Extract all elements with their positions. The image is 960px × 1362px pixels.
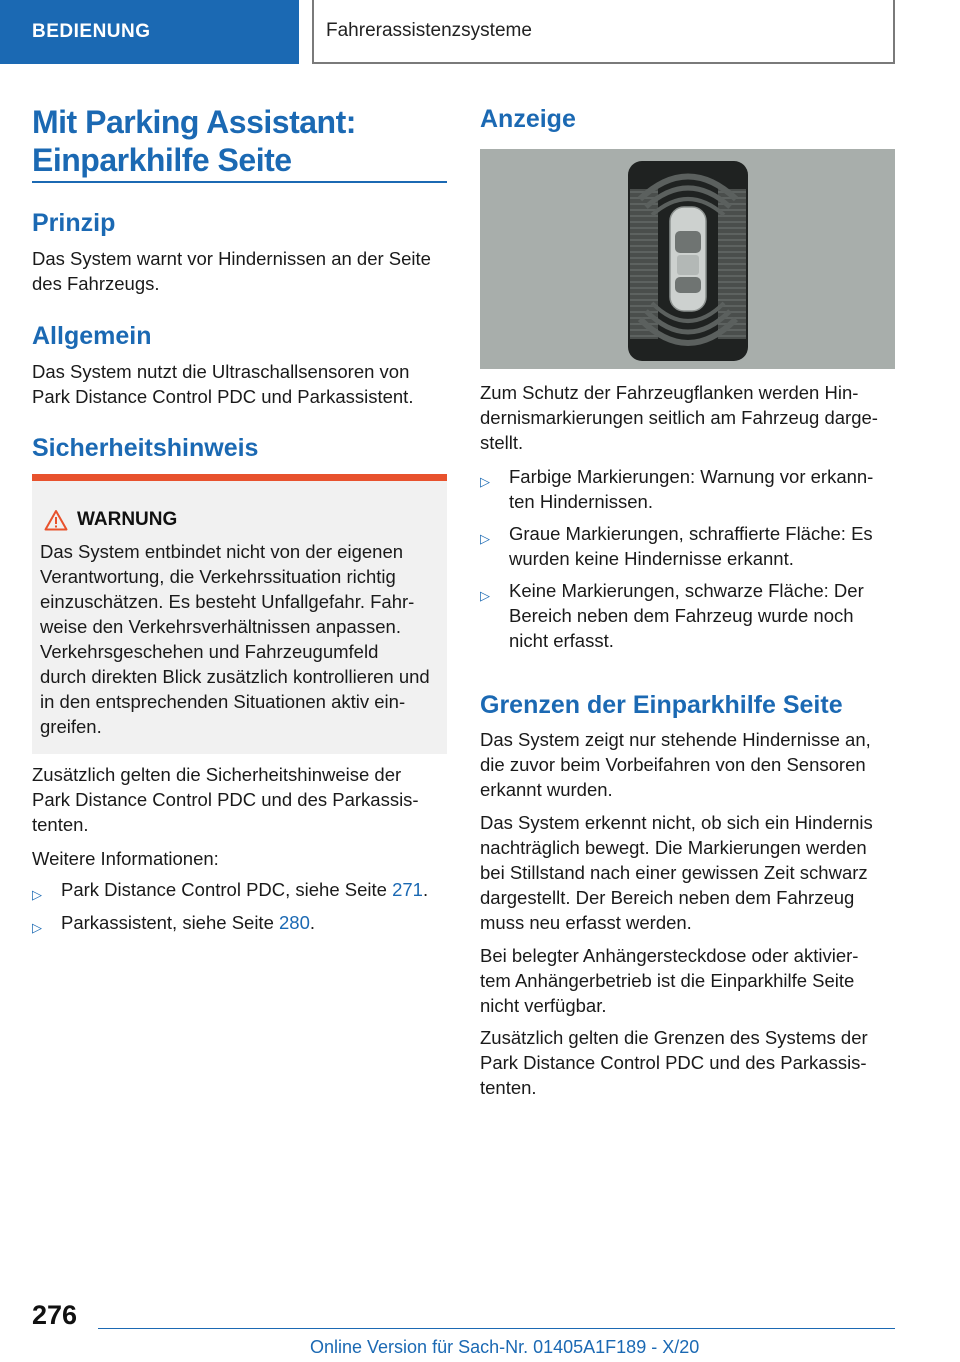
ref-end: .	[309, 912, 316, 933]
car-top-view-image	[480, 149, 895, 369]
ref-text: Parkassistent, siehe Seite	[61, 912, 279, 933]
title-rule	[32, 181, 447, 183]
allgemein-text: Das System nutzt die Ultraschallsensoren von Park Distance Control PDC und Parkassistent.	[32, 361, 414, 407]
prinzip-text: Das System warnt vor Hindernissen an der Seite des Fahrzeugs.	[32, 248, 431, 294]
heading-prinzip: Prinzip	[32, 209, 116, 237]
section-tab	[0, 0, 299, 64]
safety-extra-text: Zusätzlich gelten die Sicherheitshinweise der Park Distance Control PDC und des Parkassis- tenten.	[32, 764, 419, 835]
triangle-bullet-icon: ▷	[480, 588, 490, 603]
list-item-text: Farbige Markierungen: Warnung vor erkann- ten Hindernissen.	[509, 466, 874, 512]
grenzen-paragraph-1: Das System zeigt nur stehende Hindernisse an, die zuvor beim Vorbeifahren von den Sensoren erkannt wurden.	[480, 729, 871, 800]
section-label: BEDIENUNG	[32, 21, 151, 42]
list-item-text: Graue Markierungen, schraffierte Fläche: Es wurden keine Hindernisse erkannt.	[509, 523, 873, 569]
triangle-bullet-icon: ▷	[480, 531, 490, 546]
heading-sicherheitshinweis: Sicherheitshinweis	[32, 434, 259, 462]
grenzen-paragraph-3: Bei belegter Anhängersteckdose oder aktivier- tem Anhängerbetrieb ist die Einparkhilfe Seite nicht verfügbar.	[480, 945, 859, 1016]
warning-text: Das System entbindet nicht von der eigenen Verantwortung, die Verkehrssituation richtig einzuschätzen. Es besteht Unfallgefahr. Fahr- weise den Verkehrsverhältnissen anpassen. Verkehrsgeschehen und Fahrzeugumfeld durch direkten Blick zusätzlich kontrollieren und in den entsprechenden Situationen aktiv ein- greifen.	[40, 541, 430, 737]
triangle-bullet-icon: ▷	[32, 920, 42, 935]
grenzen-paragraph-4: Zusätzlich gelten die Grenzen des Systems der Park Distance Control PDC und des Parkassis- tenten.	[480, 1027, 868, 1098]
page-number: 276	[32, 1300, 78, 1330]
figure-description: Zum Schutz der Fahrzeugflanken werden Hin- dernismarkierungen seitlich am Fahrzeug darge- stellt.	[480, 382, 878, 453]
page-link[interactable]: 280	[279, 912, 310, 933]
warning-box	[32, 474, 447, 754]
ref-end: .	[422, 879, 429, 900]
grenzen-paragraph-2: Das System erkennt nicht, ob sich ein Hindernis nachträglich bewegt. Die Markierungen werden bei Stillstand nach einer gewissen Zeit schwarz dargestellt. Der Bereich neben dem Fahrzeug muss neu erfasst werden.	[480, 812, 873, 933]
parking-display-figure	[480, 149, 895, 369]
triangle-bullet-icon: ▷	[32, 887, 42, 902]
chapter-label: Fahrerassistenzsysteme	[326, 20, 532, 41]
more-info-label: Weitere Informationen:	[32, 848, 219, 869]
footer-version-text: Online Version für Sach-Nr. 01405A1F189 - X/20	[310, 1337, 700, 1357]
chapter-header	[312, 0, 895, 64]
footer-rule	[98, 1328, 895, 1329]
warning-title: WARNUNG	[77, 509, 178, 530]
heading-grenzen: Grenzen der Einparkhilfe Seite	[480, 691, 843, 719]
heading-anzeige: Anzeige	[480, 105, 576, 133]
page-title: Mit Parking Assistant: Einparkhilfe Seite	[32, 104, 356, 178]
page-link[interactable]: 271	[392, 879, 423, 900]
warning-triangle-icon	[44, 509, 68, 531]
triangle-bullet-icon: ▷	[480, 474, 490, 489]
heading-allgemein: Allgemein	[32, 322, 152, 350]
ref-text: Park Distance Control PDC, siehe Seite	[61, 879, 393, 900]
list-item-text: Keine Markierungen, schwarze Fläche: Der Bereich neben dem Fahrzeug wurde noch nicht erfasst.	[509, 580, 864, 651]
